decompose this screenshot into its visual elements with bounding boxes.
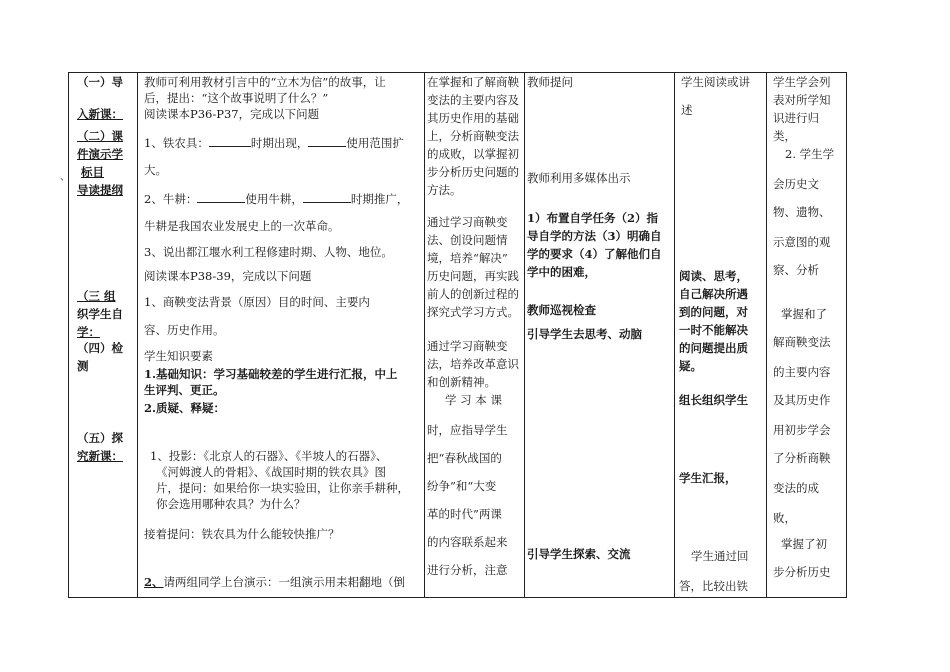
outcome-line: 了分析商鞅 bbox=[773, 451, 831, 465]
student-line: 到的问题，对 bbox=[679, 305, 748, 319]
question-2-label: 2、牛耕： bbox=[144, 192, 198, 206]
content-line: 《河姆渡人的骨耜》、《战国时期的铁农具》图 bbox=[156, 465, 386, 479]
objective-line: 的内容联系起来 bbox=[427, 535, 508, 549]
objective-line: 上，分析商鞅变法 bbox=[427, 129, 519, 143]
blank-field bbox=[209, 135, 251, 147]
content-line: 1、商鞅变法背景（原因）目的时间、主要内 bbox=[144, 295, 370, 309]
objective-line: 步分析历史问题的 bbox=[427, 165, 519, 179]
objective-line: 时，应指导学生 bbox=[427, 423, 508, 437]
objective-line: 革的时代”两课 bbox=[427, 507, 502, 521]
stage-1-line: 入新课： bbox=[77, 107, 123, 121]
objective-line: 探究式学习方式。 bbox=[427, 305, 519, 319]
stage-3-line: （三 组 bbox=[77, 289, 116, 303]
content-line bbox=[144, 575, 405, 590]
teacher-line: 教师提问 bbox=[527, 75, 573, 89]
content-line: 3、说出都江堰水利工程修建时期、人物、地位。 bbox=[144, 245, 393, 259]
outcome-line: 败， bbox=[773, 511, 796, 525]
margin-mark: 、 bbox=[60, 172, 70, 183]
teacher-line: 学中的困难， bbox=[527, 265, 596, 279]
content-line: 接着提问：铁农具为什么能较快推广？ bbox=[144, 527, 340, 541]
blank-field bbox=[303, 191, 351, 203]
objective-line: 和创新精神。 bbox=[427, 375, 496, 389]
question-1-label: 1、铁农具： bbox=[144, 136, 209, 150]
stage-2-line: 标目 bbox=[81, 165, 104, 179]
objective-line: 进行分析，注意 bbox=[427, 563, 508, 577]
stage-2-line: （二）课 bbox=[77, 129, 123, 143]
student-line: 学生通过回 bbox=[691, 549, 749, 563]
outcome-line: 2. 学生学 bbox=[785, 147, 835, 161]
outcome-line: 学生学会列 bbox=[773, 75, 831, 89]
teacher-activity-column bbox=[525, 73, 674, 597]
content-line: 容、历史作用。 bbox=[144, 323, 225, 337]
outcome-line: 的主要内容 bbox=[773, 365, 831, 379]
outcome-line: 掌握了初 bbox=[781, 537, 827, 551]
outcome-line: 步分析历史 bbox=[773, 565, 831, 579]
outcome-column bbox=[767, 73, 848, 597]
objective-line: 学 习 本 课 bbox=[445, 393, 502, 407]
objective-line: 通过学习商鞅变 bbox=[427, 339, 508, 353]
content-line: 牛耕是我国农业发展史上的一次革命。 bbox=[144, 219, 340, 233]
teacher-line: 1）布置自学任务（2）指 bbox=[527, 211, 659, 225]
student-line: 述 bbox=[681, 103, 693, 117]
stage-4-line: 测 bbox=[77, 359, 89, 373]
objective-line: 其历史作用的基础 bbox=[427, 111, 519, 125]
objective-line: 在掌握和了解商鞅 bbox=[427, 75, 519, 89]
objective-line: 纷争”和“大变 bbox=[427, 479, 497, 493]
outcome-line: 解商鞅变法 bbox=[773, 335, 831, 349]
question-2 bbox=[144, 191, 408, 207]
outcome-line: 掌握和了 bbox=[781, 307, 827, 321]
outcome-line: 变法的成 bbox=[773, 481, 819, 495]
stage-4-line: （四）检 bbox=[77, 341, 123, 355]
content-line: 教师可利用教材引言中的“立木为信”的故事，让 bbox=[144, 75, 386, 89]
objective-column bbox=[425, 73, 524, 597]
student-line: 阅读、思考， bbox=[679, 269, 748, 283]
objective-line: 通过学习商鞅变 bbox=[427, 215, 508, 229]
objective-line: 法，培养改革意识 bbox=[427, 357, 519, 371]
objective-line: 境，培养“解决” bbox=[427, 251, 508, 265]
objective-line: 前人的创新过程的 bbox=[427, 287, 519, 301]
content-line: 1.基础知识：学习基础较差的学生进行汇报，中上 bbox=[144, 367, 398, 381]
outcome-line: 识进行归 bbox=[773, 111, 819, 125]
question-1-label: 时期出现， bbox=[250, 136, 309, 150]
teacher-line: 引导学生去思考、动脑 bbox=[527, 327, 642, 341]
question-2-label: 时期推广， bbox=[350, 192, 409, 206]
student-line: 答，比较出铁 bbox=[679, 579, 748, 593]
stage-3-line: 学： bbox=[77, 325, 100, 339]
stage-5-line: （五）探 bbox=[77, 431, 123, 445]
content-line: 2.质疑、释疑： bbox=[144, 401, 226, 415]
content-line: 片，提问：如果给你一块实验田，让你亲手耕种， bbox=[156, 481, 409, 495]
outcome-line: 物、遗物、 bbox=[773, 205, 831, 219]
teacher-line: 导自学的方法（3）明确自 bbox=[527, 229, 662, 243]
content-line: 后，提出：“这个故事说明了什么？” bbox=[144, 91, 329, 105]
question-1 bbox=[144, 135, 404, 151]
objective-line: 变法的主要内容及 bbox=[427, 93, 519, 107]
outcome-line: 类， bbox=[773, 129, 796, 143]
objective-line: 法、创设问题情 bbox=[427, 233, 508, 247]
content-line: 阅读课本P36-P37，完成以下问题 bbox=[144, 107, 320, 121]
stage-2-line: 件演示学 bbox=[77, 147, 123, 161]
item-number: 2、 bbox=[144, 575, 164, 589]
objective-line: 把“春秋战国的 bbox=[427, 451, 502, 465]
blank-field bbox=[197, 191, 245, 203]
student-line: 的问题提出质 bbox=[679, 341, 748, 355]
teacher-line: 学的要求（4）了解他们自 bbox=[527, 247, 662, 261]
outcome-line: 示意图的观 bbox=[773, 235, 831, 249]
student-line: 自己解决所遇 bbox=[679, 287, 748, 301]
objective-line: 历史问题，再实践 bbox=[427, 269, 519, 283]
outcome-line: 察、分析 bbox=[773, 263, 819, 277]
student-line: 学生阅读或讲 bbox=[681, 75, 750, 89]
lesson-plan-table bbox=[68, 72, 847, 598]
teacher-line: 引导学生探索、交流 bbox=[527, 547, 631, 561]
blank-field bbox=[308, 135, 346, 147]
stage-2-line: 导读提纲 bbox=[77, 183, 123, 197]
question-1-label: 使用范围扩 bbox=[346, 136, 404, 150]
stage-5-line: 究新课： bbox=[77, 449, 123, 463]
content-line: 阅读课本P38-39，完成以下问题 bbox=[144, 269, 312, 283]
teacher-line: 教师巡视检查 bbox=[527, 303, 596, 317]
stage-3-line: 织学生自 bbox=[77, 307, 123, 321]
student-activity-column bbox=[675, 73, 766, 597]
content-line: 学生知识要素 bbox=[144, 349, 213, 363]
objective-line: 方法。 bbox=[427, 183, 462, 197]
outcome-line: 会历史文 bbox=[773, 177, 819, 191]
outcome-line: 用初步学会 bbox=[773, 423, 831, 437]
question-2-label: 使用牛耕， bbox=[245, 192, 303, 206]
student-line: 学生汇报， bbox=[679, 471, 737, 485]
content-line: 1、投影：《北京人的石器》、《半坡人的石器》、 bbox=[150, 449, 388, 463]
student-line: 组长组织学生 bbox=[679, 393, 748, 407]
objective-line: 的成败，以掌握初 bbox=[427, 147, 519, 161]
content-line: 你会选用哪种农具？为什么？ bbox=[156, 497, 306, 511]
outcome-line: 及其历史作 bbox=[773, 393, 831, 407]
item-text: 请两组同学上台演示：一组演示用耒耜翻地（倒 bbox=[163, 575, 406, 589]
student-line: 疑。 bbox=[679, 359, 702, 373]
content-column bbox=[138, 73, 424, 597]
stage-1-line: （一）导 bbox=[77, 75, 123, 89]
stage-column bbox=[69, 73, 137, 597]
content-line: 生评判、更正。 bbox=[144, 383, 225, 397]
teacher-line: 教师利用多媒体出示 bbox=[527, 171, 631, 185]
content-line: 大。 bbox=[144, 163, 167, 177]
student-line: 一时不能解决 bbox=[679, 323, 748, 337]
outcome-line: 表对所学知 bbox=[773, 93, 831, 107]
